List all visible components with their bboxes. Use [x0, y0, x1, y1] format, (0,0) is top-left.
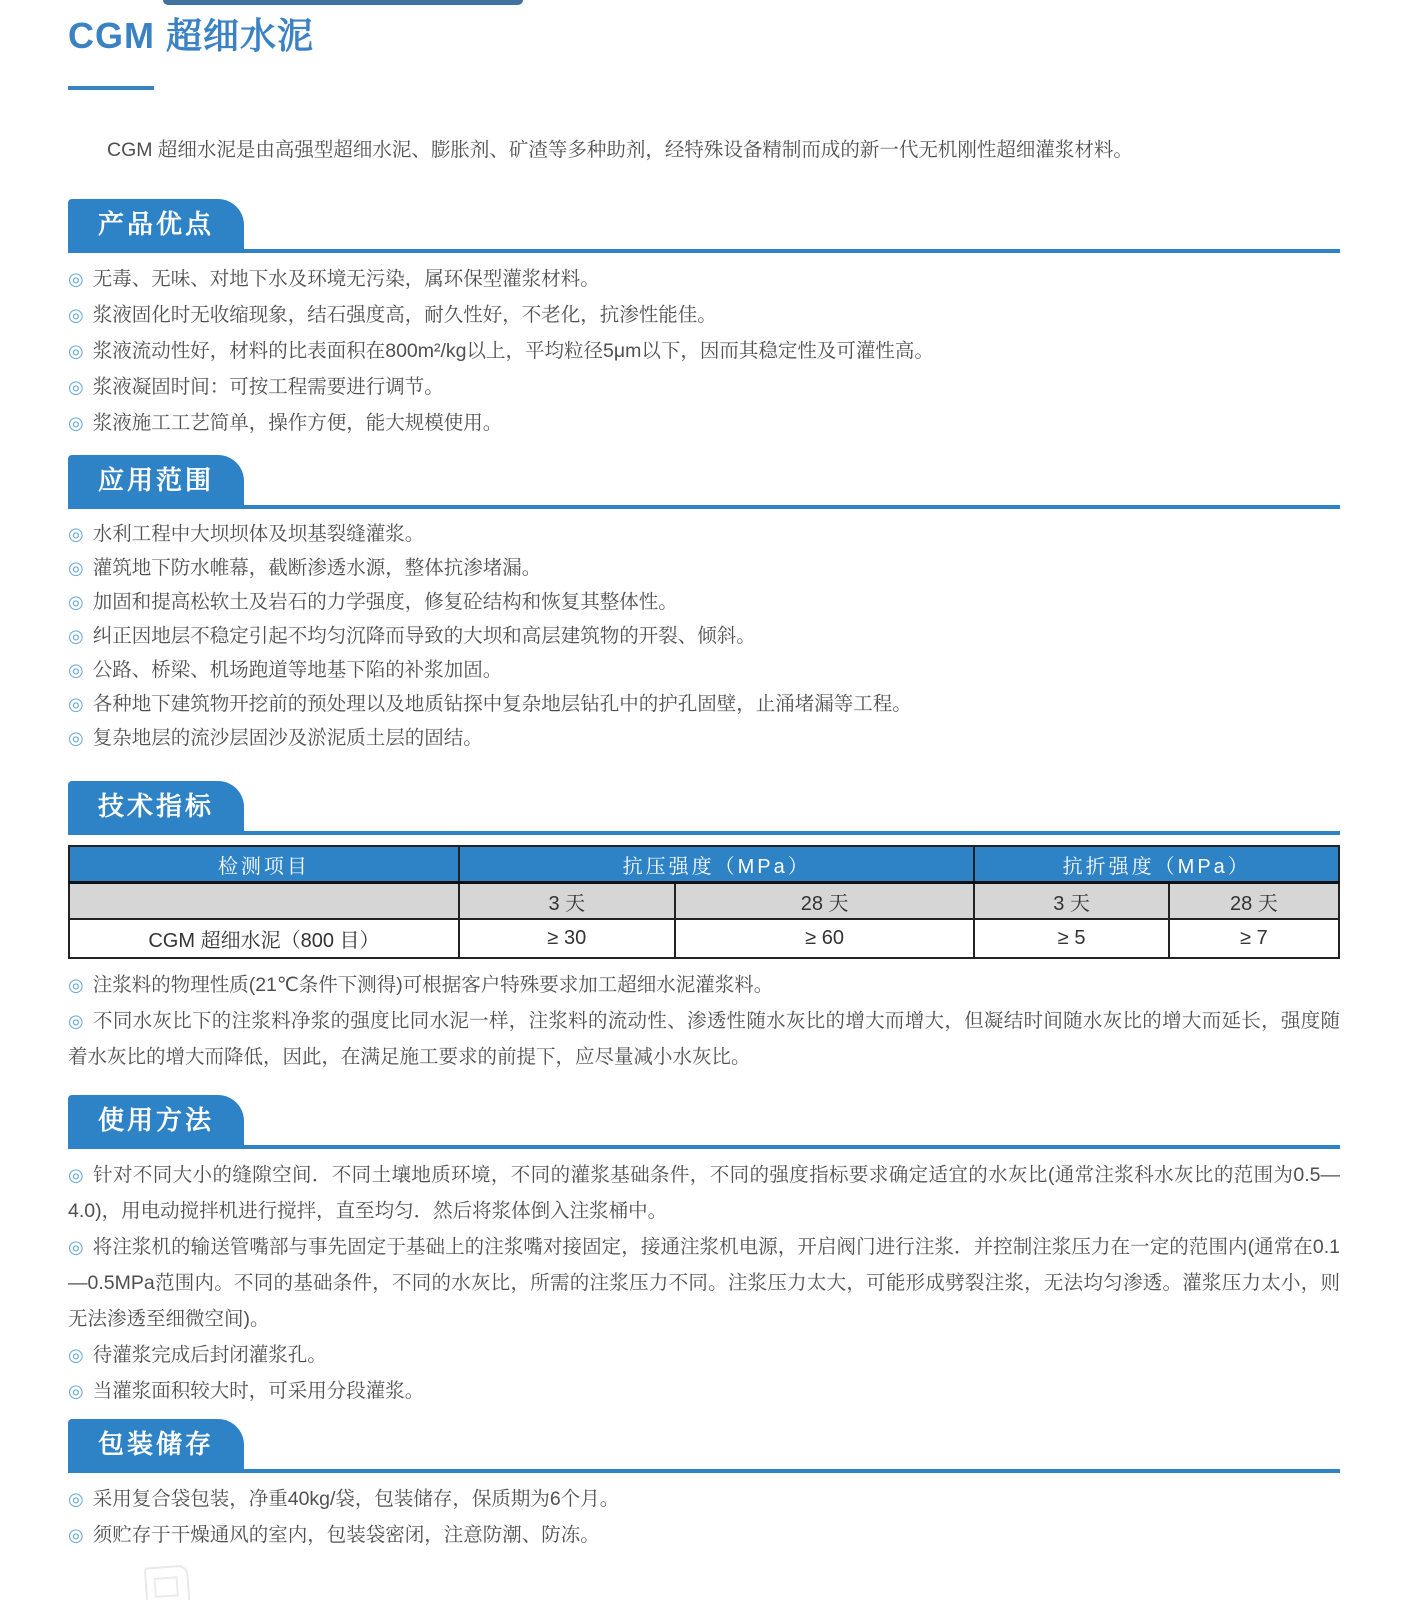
applications-list — [68, 517, 1340, 755]
section-header-applications — [68, 455, 1340, 509]
bullet-icon: ◎ — [68, 524, 84, 544]
specs-notes-list — [68, 967, 1340, 1075]
bullet-icon: ◎ — [68, 1237, 84, 1257]
advantages-list — [68, 261, 1340, 441]
list-item-text: 浆液施工工艺简单，操作方便，能大规模使用。 — [92, 412, 503, 434]
bullet-icon: ◎ — [68, 377, 84, 397]
usage-list — [68, 1157, 1340, 1409]
watermark-graphic — [144, 1565, 192, 1600]
section-tab-advantages: 产品优点 — [68, 199, 244, 249]
bullet-icon: ◎ — [68, 728, 84, 748]
table-subheader-empty — [69, 883, 459, 920]
bullet-icon: ◎ — [68, 975, 84, 995]
bullet-icon: ◎ — [68, 694, 84, 714]
list-item — [68, 551, 1340, 585]
section-tab-applications: 应用范围 — [68, 455, 244, 505]
list-item-text: 采用复合袋包装，净重40kg/袋，包装储存，保质期为6个月。 — [92, 1488, 620, 1510]
list-item-text: 浆液流动性好，材料的比表面积在800m²/kg以上，平均粒径5μm以下，因而其稳定性及可灌性高。 — [92, 340, 934, 362]
table-cell-value: ≥ 30 — [459, 919, 675, 958]
list-item — [68, 297, 1340, 333]
list-item-text: 各种地下建筑物开挖前的预处理以及地质钻探中复杂地层钻孔中的护孔固壁，止涌堵漏等工程。 — [92, 693, 912, 715]
table-header-flexural: 抗折强度（MPa） — [974, 846, 1339, 883]
bullet-icon: ◎ — [68, 660, 84, 680]
list-item-text: 将注浆机的输送管嘴部与事先固定于基础上的注浆嘴对接固定，接通注浆机电源，开启阀门进行注浆．并控制注浆压力在一定的范围内(通常在0.1—0.5MPa范围内。不同的基础条件，不同的水灰比，所需的注浆压力不同。注浆压力太大，可能形成劈裂注浆，无法均匀渗透。灌浆压力太小，则无法渗透至细微空间)。 — [68, 1236, 1340, 1330]
list-item — [68, 1481, 1340, 1517]
bullet-icon: ◎ — [68, 1345, 84, 1365]
list-item-text: 纠正因地层不稳定引起不均匀沉降而导致的大坝和高层建筑物的开裂、倾斜。 — [92, 625, 756, 647]
list-item-text: 浆液固化时无收缩现象，结石强度高，耐久性好，不老化，抗渗性能佳。 — [92, 304, 717, 326]
list-item — [68, 405, 1340, 441]
list-item — [68, 1373, 1340, 1409]
list-item — [68, 1337, 1340, 1373]
section-header-usage — [68, 1095, 1340, 1149]
bullet-icon: ◎ — [68, 413, 84, 433]
table-cell-value: ≥ 5 — [974, 919, 1168, 958]
list-item-text: 加固和提高松软土及岩石的力学强度，修复砼结构和恢复其整体性。 — [92, 591, 678, 613]
list-item-text: 公路、桥梁、机场跑道等地基下陷的补浆加固。 — [92, 659, 503, 681]
table-cell-value: ≥ 7 — [1169, 919, 1339, 958]
section-tab-usage: 使用方法 — [68, 1095, 244, 1145]
table-subheader-cell: 28 天 — [1169, 883, 1339, 920]
list-item-text: 当灌浆面积较大时，可采用分段灌浆。 — [92, 1380, 425, 1402]
list-item-text: 浆液凝固时间：可按工程需要进行调节。 — [92, 376, 444, 398]
table-header-row — [69, 846, 1339, 883]
list-item-text: 水利工程中大坝坝体及坝基裂缝灌浆。 — [92, 523, 425, 545]
list-item-text: 须贮存于干燥通风的室内，包装袋密闭，注意防潮、防冻。 — [92, 1524, 600, 1546]
page-title: CGM 超细水泥 — [68, 15, 314, 56]
table-subheader-cell: 28 天 — [675, 883, 975, 920]
list-item — [68, 1003, 1340, 1075]
table-subheader-cell: 3 天 — [459, 883, 675, 920]
bullet-icon: ◎ — [68, 1011, 85, 1031]
list-item-text: 无毒、无味、对地下水及环境无污染，属环保型灌浆材料。 — [92, 268, 600, 290]
table-cell-value: ≥ 60 — [675, 919, 975, 958]
list-item — [68, 1517, 1340, 1553]
table-header-item: 检测项目 — [69, 846, 459, 883]
table-header-compressive: 抗压强度（MPa） — [459, 846, 975, 883]
spec-table — [68, 845, 1340, 959]
bullet-icon: ◎ — [68, 592, 84, 612]
list-item — [68, 369, 1340, 405]
packaging-list — [68, 1481, 1340, 1553]
cropped-element-fragment — [163, 0, 523, 5]
table-row — [69, 919, 1339, 958]
bullet-icon: ◎ — [68, 269, 84, 289]
list-item — [68, 585, 1340, 619]
bullet-icon: ◎ — [68, 626, 84, 646]
list-item-text: 灌筑地下防水帷幕，截断渗透水源，整体抗渗堵漏。 — [92, 557, 542, 579]
intro-paragraph: CGM 超细水泥是由高强型超细水泥、膨胀剂、矿渣等多种助剂，经特殊设备精制而成的新一代无机刚性超细灌浆材料。 — [107, 139, 1133, 161]
bullet-icon: ◎ — [68, 341, 84, 361]
section-header-advantages — [68, 199, 1340, 253]
bullet-icon: ◎ — [68, 1381, 84, 1401]
list-item — [68, 261, 1340, 297]
list-item — [68, 517, 1340, 551]
list-item-text: 针对不同大小的缝隙空间．不同土壤地质环境，不同的灌浆基础条件，不同的强度指标要求确定适宜的水灰比(通常注浆科水灰比的范围为0.5—4.0)，用电动搅拌机进行搅拌，直至均匀．然后将浆体倒入注浆桶中。 — [68, 1164, 1340, 1222]
list-item-text: 待灌浆完成后封闭灌浆孔。 — [92, 1344, 327, 1366]
section-tab-packaging: 包装储存 — [68, 1419, 244, 1469]
bullet-icon: ◎ — [68, 1165, 85, 1185]
bullet-icon: ◎ — [68, 1525, 84, 1545]
table-cell-product-name: CGM 超细水泥（800 目） — [69, 919, 459, 958]
list-item-text: 注浆料的物理性质(21℃条件下测得)可根据客户特殊要求加工超细水泥灌浆料。 — [92, 974, 774, 996]
section-header-specs — [68, 781, 1340, 835]
section-header-packaging — [68, 1419, 1340, 1473]
bullet-icon: ◎ — [68, 305, 84, 325]
list-item — [68, 619, 1340, 653]
list-item — [68, 653, 1340, 687]
list-item-text: 不同水灰比下的注浆料净浆的强度比同水泥一样，注浆料的流动性、渗透性随水灰比的增大而增大，但凝结时间随水灰比的增大而延长，强度随着水灰比的增大而降低，因此，在满足施工要求的前提下，应尽量减小水灰比。 — [68, 1010, 1340, 1068]
bullet-icon: ◎ — [68, 1489, 84, 1509]
title-underline — [68, 86, 154, 90]
list-item — [68, 687, 1340, 721]
list-item — [68, 721, 1340, 755]
list-item — [68, 967, 1340, 1003]
list-item — [68, 1229, 1340, 1337]
table-subheader-row — [69, 883, 1339, 920]
bullet-icon: ◎ — [68, 558, 84, 578]
table-subheader-cell: 3 天 — [974, 883, 1168, 920]
list-item — [68, 1157, 1340, 1229]
section-tab-specs: 技术指标 — [68, 781, 244, 831]
list-item-text: 复杂地层的流沙层固沙及淤泥质土层的固结。 — [92, 727, 483, 749]
list-item — [68, 333, 1340, 369]
